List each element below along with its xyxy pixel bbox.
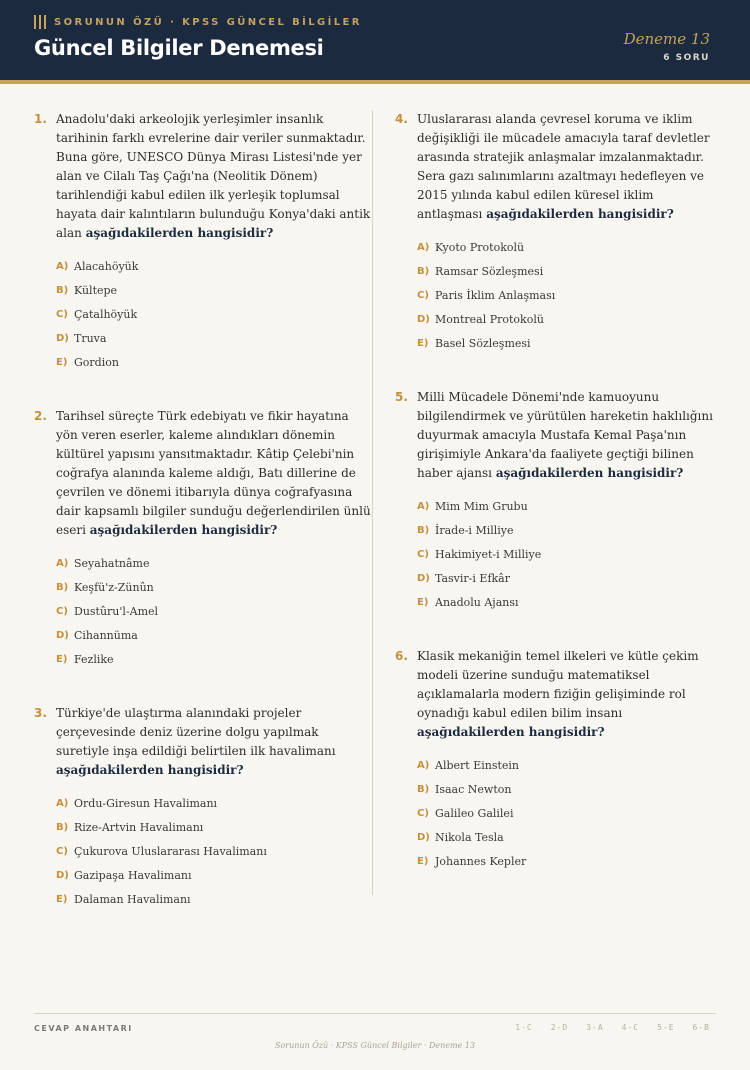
question-emphasis: aşağıdakilerden hangisidir? bbox=[89, 523, 278, 537]
question-2 bbox=[34, 407, 374, 671]
option-d[interactable]: D) Nikola Tesla bbox=[417, 830, 504, 844]
edition-label: Deneme 13 bbox=[623, 30, 710, 48]
question-text: Tarihsel süreçte Türk edebiyatı ve fikir hayatına yön veren eserler, kaleme alındıkları dönemin kültürel yapısını yansıtmaktadır. Kâtip Çelebi'nin coğrafya alanında kaleme aldığı, Batı dillerine de çevrilen ve dönemi itibarıyla dünya coğrafyasına dair kapsamlı bilgiler sunduğu değerlendirilen ünlü eseri aşağıdakilerden hangisidir? bbox=[56, 409, 371, 537]
answer-item: 2-D bbox=[550, 1023, 569, 1032]
option-e[interactable]: E) Fezlike bbox=[56, 652, 114, 666]
brand bbox=[34, 15, 362, 29]
answer-item: 4-C bbox=[621, 1023, 640, 1032]
answer-key-label: CEVAP ANAHTARI bbox=[34, 1024, 133, 1033]
question-number: 4. bbox=[395, 112, 408, 126]
option-b[interactable]: B) Rize-Artvin Havalimanı bbox=[56, 820, 204, 834]
option-c[interactable]: C) Dustûru'l-Amel bbox=[56, 604, 159, 618]
column-divider bbox=[372, 110, 373, 895]
question-number: 6. bbox=[395, 649, 408, 663]
answer-item: 1-C bbox=[515, 1023, 533, 1032]
option-d[interactable]: D) Gazipaşa Havalimanı bbox=[56, 868, 192, 882]
question-emphasis: aşağıdakilerden hangisidir? bbox=[56, 763, 244, 777]
option-c[interactable]: C) Çukurova Uluslararası Havalimanı bbox=[56, 844, 267, 858]
option-a[interactable]: A) Kyoto Protokolü bbox=[417, 240, 525, 254]
question-text: Anadolu'daki arkeolojik yerleşimler insanlık tarihinin farklı evrelerine dair veriler sunmaktadır. Buna göre, UNESCO Dünya Mirası Listesi'nde yer alan ve Cilalı Taş Çağı'na (Neolitik Dönem) tarihlendiği kabul edilen ilk yerleşik toplumsal hayata dair kalıntıların bulunduğu Konya'daki antik alan aşağıdakilerden hangisidir? bbox=[56, 112, 371, 240]
question-number: 1. bbox=[34, 112, 47, 126]
option-a[interactable]: A) Alacahöyük bbox=[56, 259, 139, 273]
brand-logo-icon bbox=[34, 15, 46, 29]
question-number: 3. bbox=[34, 706, 47, 720]
left-column bbox=[34, 110, 374, 944]
question-emphasis: aşağıdakilerden hangisidir? bbox=[417, 725, 605, 739]
option-c[interactable]: C) Hakimiyet-i Milliye bbox=[417, 547, 542, 561]
question-text: Türkiye'de ulaştırma alanındaki projeler çerçevesinde deniz üzerine dolgu yapılmak suretiyle inşa edildiği belirtilen ilk havalimanı aşağıdakilerden hangisidir? bbox=[56, 706, 336, 777]
option-d[interactable]: D) Montreal Protokolü bbox=[417, 312, 544, 326]
question-count: 6 SORU bbox=[663, 53, 710, 63]
page-title: Güncel Bilgiler Denemesi bbox=[34, 36, 324, 60]
option-d[interactable]: D) Tasvir-i Efkâr bbox=[417, 571, 510, 585]
question-number: 2. bbox=[34, 409, 47, 423]
question-4 bbox=[395, 110, 715, 355]
option-c[interactable]: C) Galileo Galilei bbox=[417, 806, 514, 820]
question-5 bbox=[395, 388, 715, 614]
option-b[interactable]: B) Keşfü'z-Zünûn bbox=[56, 580, 154, 594]
header-rule bbox=[0, 80, 750, 84]
option-e[interactable]: E) Gordion bbox=[56, 355, 119, 369]
option-c[interactable]: C) Paris İklim Anlaşması bbox=[417, 288, 556, 302]
answer-key bbox=[515, 1023, 710, 1032]
option-e[interactable]: E) Johannes Kepler bbox=[417, 854, 527, 868]
options-list bbox=[56, 791, 374, 911]
question-text: Klasik mekaniğin temel ilkeleri ve kütle çekim modeli üzerine sunduğu matematiksel açıklamalarla modern fiziğin gelişiminde rol oynadığı kabul edilen bilim insanı aşağıdakilerden hangisidir? bbox=[417, 649, 699, 739]
footer-caption: Sorunun Özü · KPSS Güncel Bilgiler · Deneme 13 bbox=[274, 1041, 476, 1050]
options-list bbox=[417, 235, 715, 355]
options-list bbox=[56, 254, 374, 374]
option-b[interactable]: B) Isaac Newton bbox=[417, 782, 512, 796]
answer-item: 3-A bbox=[586, 1023, 604, 1032]
option-e[interactable]: E) Basel Sözleşmesi bbox=[417, 336, 531, 350]
options-list bbox=[417, 494, 715, 614]
question-text: Uluslararası alanda çevresel koruma ve iklim değişikliği ile mücadele amacıyla taraf devletler arasında stratejik anlaşmalar imzalanmaktadır. Sera gazı salınımlarını azaltmayı hedefleyen ve 2015 yılında kabul edilen küresel iklim antlaşması aşağıdakilerden hangisidir? bbox=[417, 112, 710, 221]
option-a[interactable]: A) Mim Mim Grubu bbox=[417, 499, 528, 513]
option-d[interactable]: D) Cihannüma bbox=[56, 628, 138, 642]
options-list bbox=[56, 551, 374, 671]
question-3 bbox=[34, 704, 374, 911]
option-b[interactable]: B) İrade-i Milliye bbox=[417, 523, 514, 537]
question-1 bbox=[34, 110, 374, 374]
footer-rule bbox=[34, 1013, 716, 1014]
question-emphasis: aşağıdakilerden hangisidir? bbox=[486, 207, 674, 221]
options-list bbox=[417, 753, 715, 873]
option-b[interactable]: B) Ramsar Sözleşmesi bbox=[417, 264, 544, 278]
option-c[interactable]: C) Çatalhöyük bbox=[56, 307, 138, 321]
answer-item: 5-E bbox=[657, 1023, 675, 1032]
answer-item: 6-B bbox=[692, 1023, 710, 1032]
question-6 bbox=[395, 647, 715, 873]
header-bar bbox=[0, 0, 750, 80]
option-a[interactable]: A) Seyahatnâme bbox=[56, 556, 150, 570]
question-number: 5. bbox=[395, 390, 408, 404]
option-a[interactable]: A) Ordu-Giresun Havalimanı bbox=[56, 796, 218, 810]
option-d[interactable]: D) Truva bbox=[56, 331, 107, 345]
option-e[interactable]: E) Dalaman Havalimanı bbox=[56, 892, 191, 906]
right-column bbox=[395, 110, 715, 906]
brand-text: SORUNUN ÖZÜ · KPSS GÜNCEL BİLGİLER bbox=[54, 16, 362, 28]
option-a[interactable]: A) Albert Einstein bbox=[417, 758, 519, 772]
question-emphasis: aşağıdakilerden hangisidir? bbox=[85, 226, 274, 240]
question-emphasis: aşağıdakilerden hangisidir? bbox=[495, 466, 684, 480]
option-e[interactable]: E) Anadolu Ajansı bbox=[417, 595, 519, 609]
question-text: Milli Mücadele Dönemi'nde kamuoyunu bilgilendirmek ve yürütülen hareketin haklılığını duyurmak amacıyla Mustafa Kemal Paşa'nın girişimiyle Ankara'da faaliyete geçtiği bilinen haber ajansı aşağıdakilerden hangisidir? bbox=[417, 390, 713, 480]
option-b[interactable]: B) Kültepe bbox=[56, 283, 118, 297]
